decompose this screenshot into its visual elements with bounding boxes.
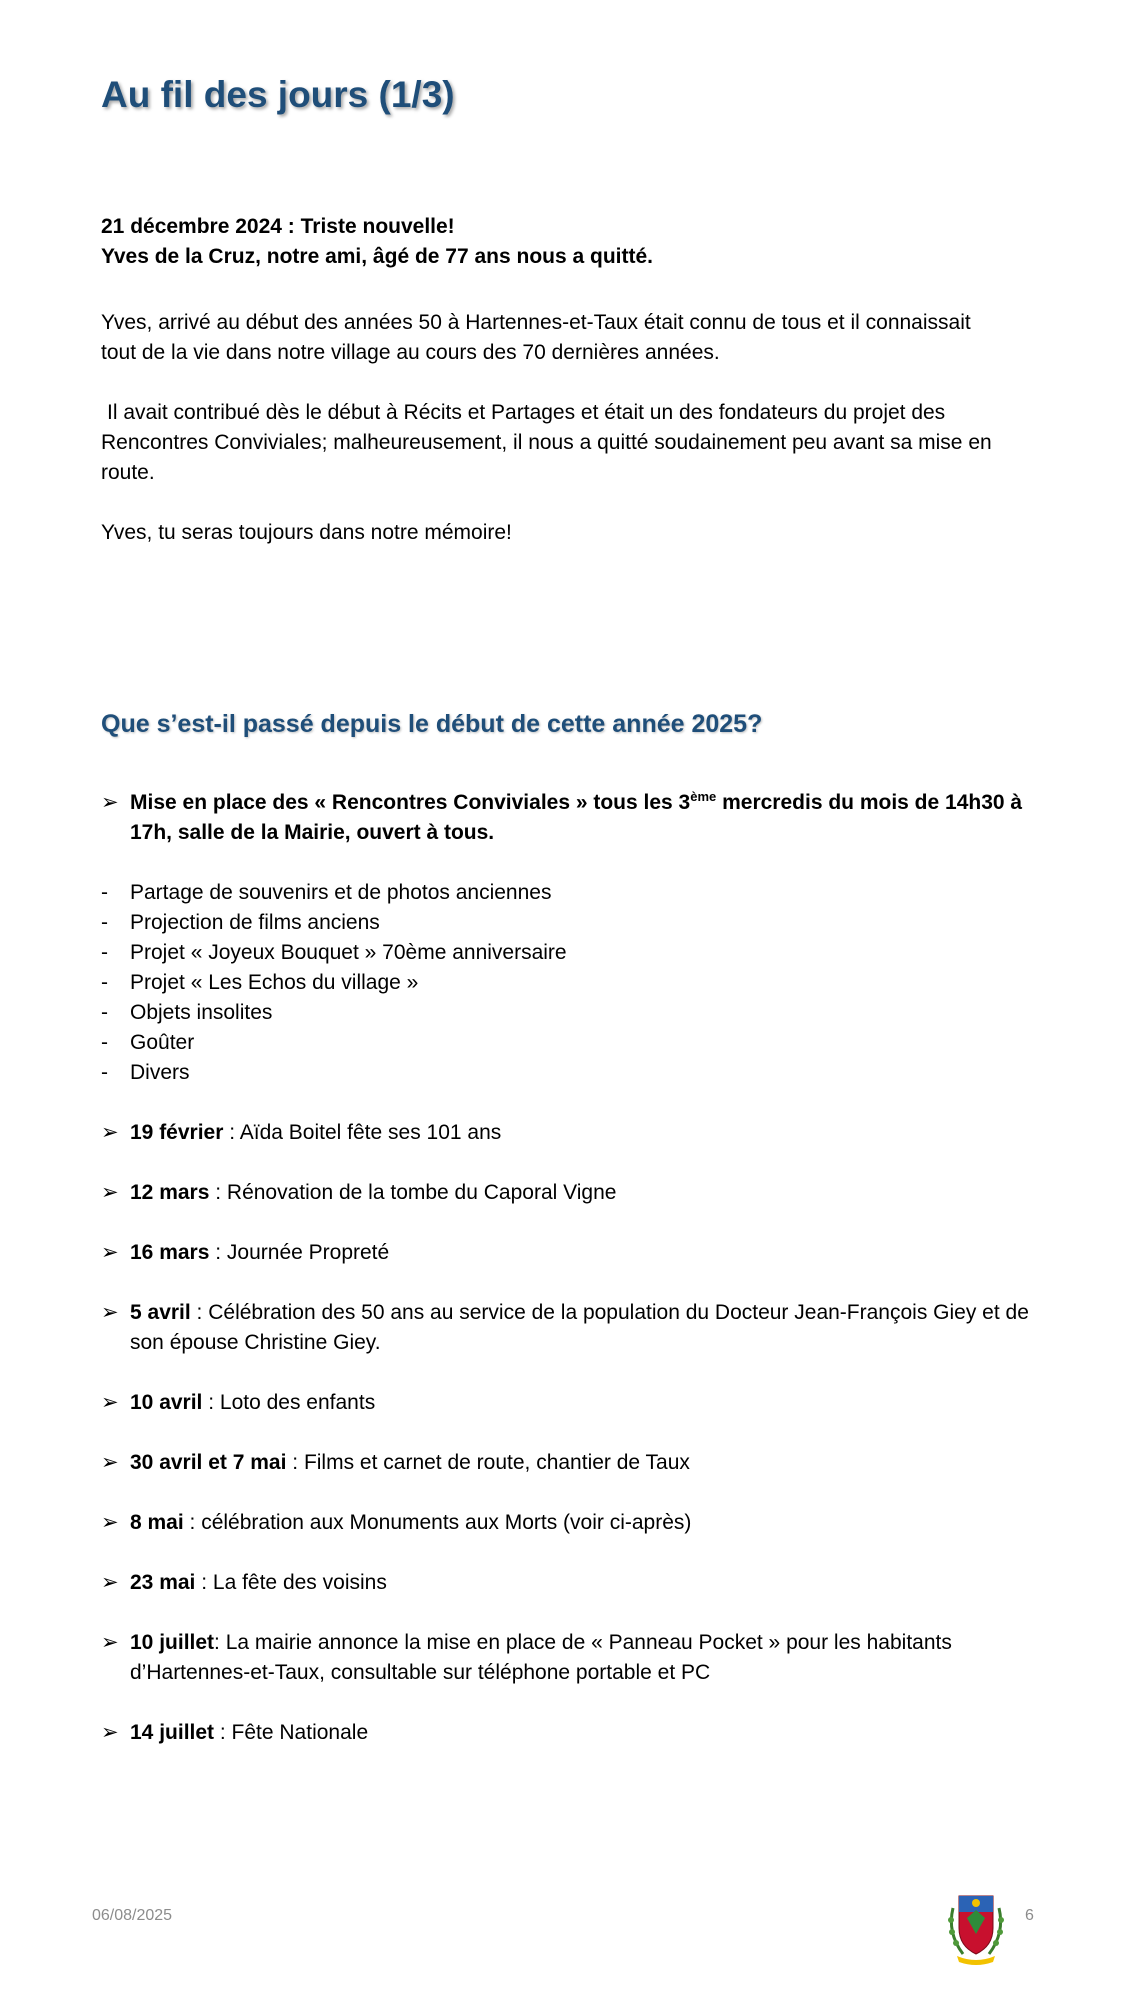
arrow-bullet-icon: ➢ [101, 1121, 119, 1144]
rencontres-text-pre: Mise en place des « Rencontres Conviviales » tous les 3 [130, 791, 691, 814]
dash-bullet: - [101, 971, 108, 994]
activity-text: Partage de souvenirs et de photos anciennes [130, 881, 552, 904]
arrow-bullet-icon: ➢ [101, 1451, 119, 1474]
rencontres-text-post: mercredis du mois de 14h30 à 17h, salle de la Mairie, ouvert à tous. [130, 791, 1023, 844]
event-description: : La fête des voisins [195, 1571, 387, 1594]
event-item [101, 1388, 1051, 1418]
event-item [101, 1508, 1051, 1538]
event-description: : Aïda Boitel fête ses 101 ans [223, 1121, 502, 1144]
event-date: 30 avril et 7 mai [130, 1451, 287, 1474]
event-date: 5 avril [130, 1301, 191, 1324]
dash-bullet: - [101, 1031, 108, 1054]
event-item [101, 1118, 1051, 1148]
news-headline [101, 212, 1041, 272]
event-item [101, 1448, 1051, 1478]
event-date: 10 juillet [130, 1631, 215, 1654]
rencontres-item [101, 788, 1051, 848]
arrow-bullet-icon: ➢ [101, 1631, 119, 1654]
news-date-line: 21 décembre 2024 : Triste nouvelle! [101, 215, 455, 238]
event-description: : Journée Propreté [209, 1241, 390, 1264]
events-list [101, 1118, 1051, 1778]
event-item [101, 1718, 1051, 1748]
arrow-bullet-icon: ➢ [101, 1301, 119, 1324]
arrow-bullet-icon: ➢ [101, 1571, 119, 1594]
dash-bullet: - [101, 941, 108, 964]
event-item [101, 1298, 1051, 1358]
event-date: 8 mai [130, 1511, 184, 1534]
event-item [101, 1568, 1051, 1598]
event-description: : Loto des enfants [202, 1391, 376, 1414]
section-title: Que s’est-il passé depuis le début de cette année 2025? [101, 710, 763, 738]
activity-text: Divers [130, 1061, 190, 1084]
news-announcement: Yves de la Cruz, notre ami, âgé de 77 ans nous a quitté. [101, 245, 654, 268]
dash-bullet: - [101, 1001, 108, 1024]
event-description: : Films et carnet de route, chantier de Taux [286, 1451, 690, 1474]
rencontres-superscript: ème [690, 789, 717, 804]
event-date: 10 avril [130, 1391, 203, 1414]
event-item [101, 1238, 1051, 1268]
dash-bullet: - [101, 881, 108, 904]
activity-item [101, 938, 1051, 968]
activity-text: Objets insolites [130, 1001, 273, 1024]
arrow-bullet-icon: ➢ [101, 1721, 119, 1744]
village-crest-icon [945, 1888, 1007, 1966]
event-date: 14 juillet [130, 1721, 215, 1744]
activity-text: Projection de films anciens [130, 911, 380, 934]
event-date: 19 février [130, 1121, 224, 1144]
arrow-bullet-icon: ➢ [101, 791, 119, 814]
arrow-bullet-icon: ➢ [101, 1391, 119, 1414]
arrow-bullet-icon: ➢ [101, 1181, 119, 1204]
activity-text: Projet « Joyeux Bouquet » 70ème anniversaire [130, 941, 567, 964]
arrow-bullet-icon: ➢ [101, 1241, 119, 1264]
event-item [101, 1628, 1051, 1688]
news-paragraph-1: Yves, arrivé au début des années 50 à Hartennes-et-Taux était connu de tous et il connaissait tout de la vie dans notre village au cours des 70 dernières années. [101, 311, 971, 364]
event-description: : Fête Nationale [214, 1721, 369, 1744]
event-item [101, 1178, 1051, 1208]
activity-text: Projet « Les Echos du village » [130, 971, 419, 994]
activities-list [101, 878, 1051, 1088]
arrow-bullet-icon: ➢ [101, 1511, 119, 1534]
activity-item [101, 908, 1051, 938]
event-date: 12 mars [130, 1181, 210, 1204]
dash-bullet: - [101, 911, 108, 934]
footer-date: 06/08/2025 [92, 1907, 173, 1924]
activity-item [101, 1058, 1051, 1088]
activity-text: Goûter [130, 1031, 195, 1054]
activity-item [101, 998, 1051, 1028]
event-description: : Rénovation de la tombe du Caporal Vigne [209, 1181, 617, 1204]
dash-bullet: - [101, 1061, 108, 1084]
page-number: 6 [1025, 1907, 1034, 1924]
activity-item [101, 1028, 1051, 1058]
news-paragraph-2: Il avait contribué dès le début à Récits et Partages et était un des fondateurs du projet des Rencontres Conviviales; malheureusement, il nous a quitté soudainement peu avant sa mise en route. [101, 401, 992, 484]
event-date: 16 mars [130, 1241, 210, 1264]
event-date: 23 mai [130, 1571, 196, 1594]
activity-item [101, 968, 1051, 998]
event-description: : Célébration des 50 ans au service de la population du Docteur Jean-François Giey et de son épouse Christine Giey. [130, 1301, 1029, 1354]
event-description: : La mairie annonce la mise en place de « Panneau Pocket » pour les habitants d’Hartennes-et-Taux, consultable sur téléphone portable et PC [130, 1631, 952, 1684]
page-title: Au fil des jours (1/3) [101, 74, 455, 115]
news-paragraph-3: Yves, tu seras toujours dans notre mémoire! [101, 521, 512, 544]
event-description: : célébration aux Monuments aux Morts (voir ci-après) [183, 1511, 692, 1534]
activity-item [101, 878, 1051, 908]
